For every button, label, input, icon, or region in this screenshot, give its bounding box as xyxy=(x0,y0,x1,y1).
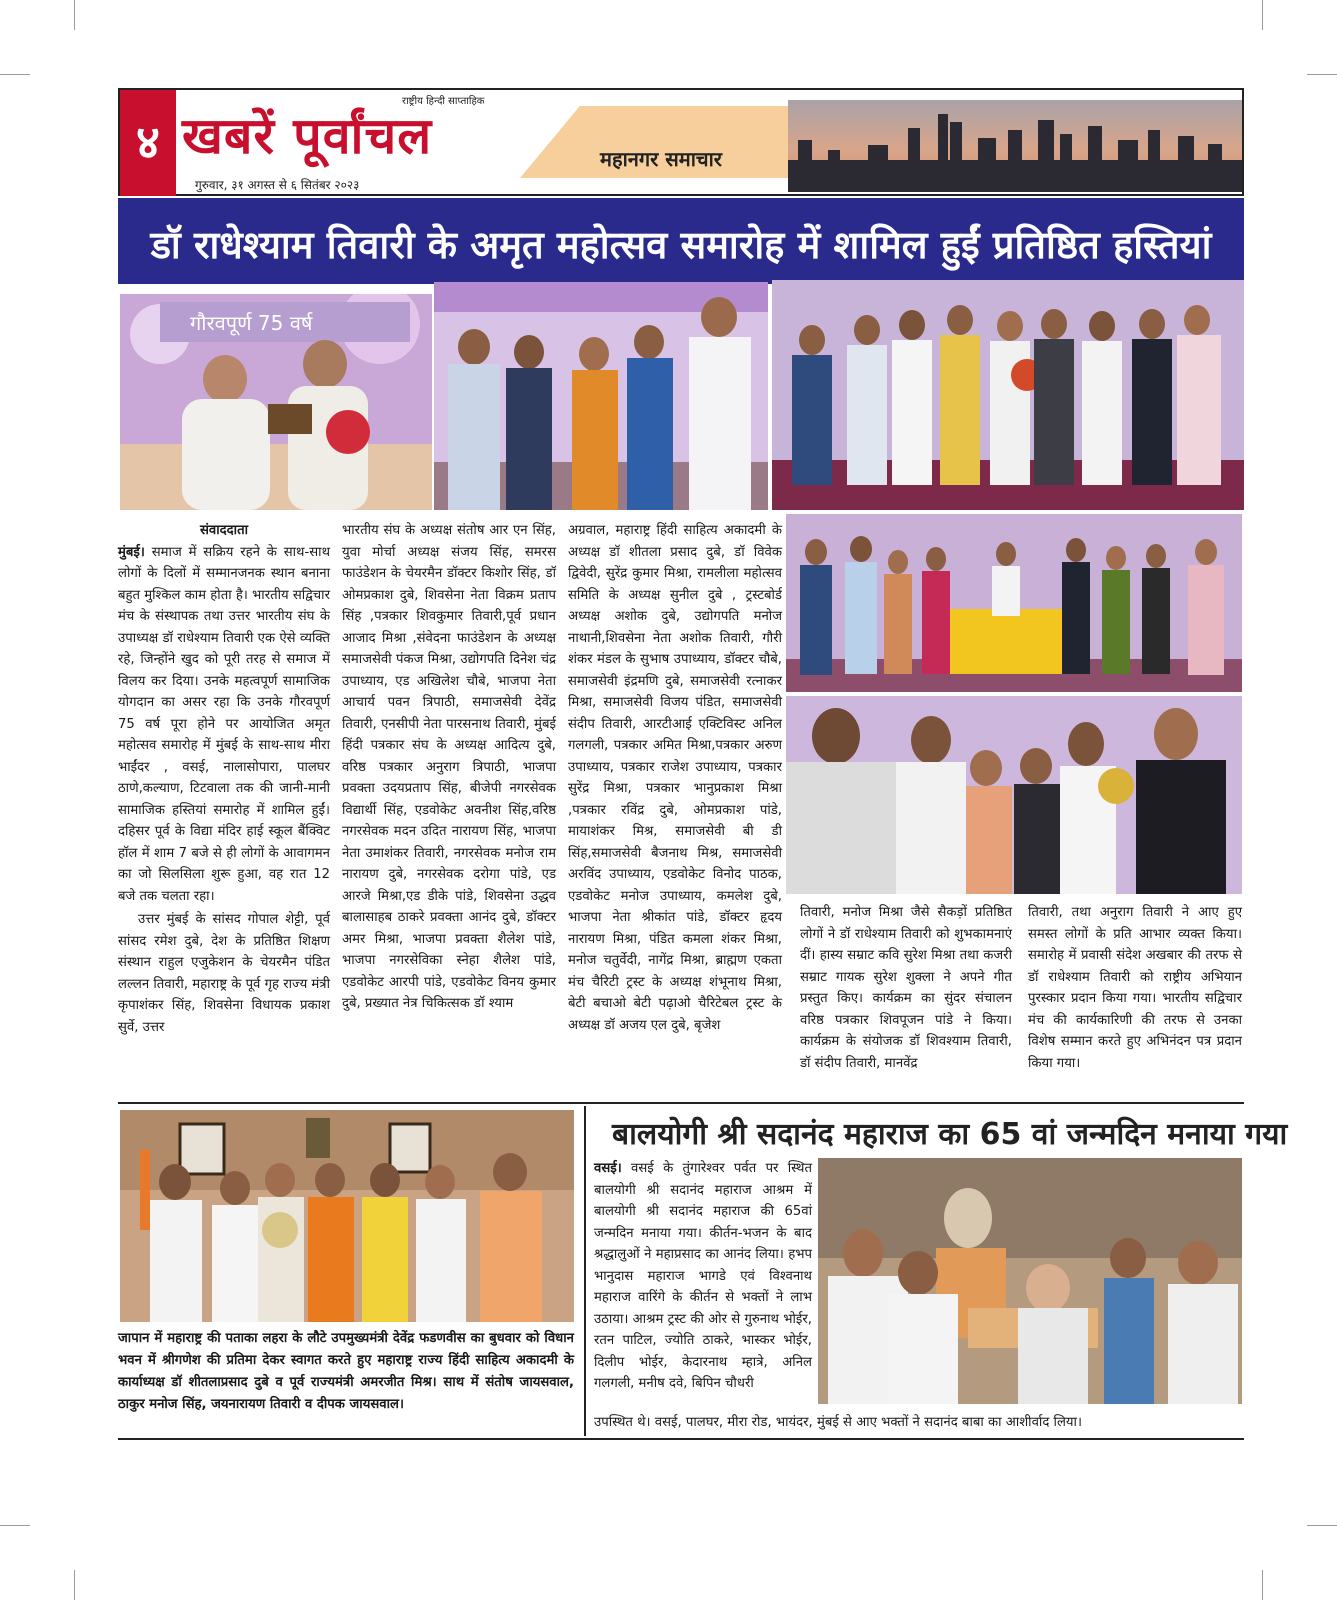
crop-mark xyxy=(74,0,75,30)
main-headline: डॉ राधेश्याम तिवारी के अमृत महोत्सव समारोह में शामिल हुईं प्रतिष्ठित हस्तियां xyxy=(150,222,1212,267)
tagline: राष्ट्रीय हिन्दी साप्ताहिक xyxy=(402,96,485,107)
paragraph: भारतीय संघ के अध्यक्ष संतोष आर एन सिंह, युवा मोर्चा अध्यक्ष संजय सिंह, समरस फाउंडेशन के चेयरमैन डॉक्टर किशोर सिंह, डॉ ओमप्रकाश दुबे, शिवसेना नेता विक्रम प्रताप सिंह ,पत्रकार शिवकुमार तिवारी,पूर्व प्रधान आजाद मिश्रा ,संवेदना फाउंडेशन के अध्यक्ष समाजसेवी पंकज मिश्रा, उद्योगपति दिनेश चंद्र उपाध्याय, एड अखिलेश चौबे, भाजपा नेता आचार्य पवन त्रिपाठी, समाजसेवी देवेंद्र तिवारी, एनसीपी नेता पारसनाथ तिवारी, मुंबई हिंदी पत्रकार संघ के अध्यक्ष आदित्य दुबे, वरिष्ठ पत्रकार अनुराग त्रिपाठी, भाजपा प्रवक्ता उदयप्रताप सिंह, बीजेपी नगरसेवक विद्यार्थी सिंह, एडवोकेट अवनीश सिंह,वरिष्ठ नगरसेवक मदन उदित नारायण सिंह, भाजपा नेता उमाशंकर तिवारी, नगरसेवक मनोज राम नारायण दुबे, नगरसेवक दरोगा पांडे, एड आरजे मिश्रा,एड डीके पांडे, शिवसेना उद्धव बालासाहब ठाकरे प्रवक्ता आनंद दुबे, डॉक्टर अमर मिश्रा, भाजपा प्रवक्ता शैलेश पांडे, भाजपा नगरसेविका स्नेहा शैलेश पांडे, एडवोकेट आरपी पांडे, एडवोकेट विनय कुमार दुबे, प्रख्यात नेत्र चिकित्सक डॉ श्याम xyxy=(342,523,556,1011)
byline: संवाददाता xyxy=(199,523,248,538)
skyline-image xyxy=(788,100,1242,192)
photo-felicitation-closeup xyxy=(786,696,1242,894)
dateline: मुंबई। xyxy=(118,544,145,560)
photo-caption: जापान में महाराष्ट्र की पताका लहरा के लौटे उपमुख्यमंत्री देवेंद्र फडणवीस का बुधवार को विधान भवन में श्रीगणेश की प्रतिमा देकर स्वागत करते हुए महाराष्ट्र राज्य हिंदी साहित्य अकादमी के कार्याध्यक्ष डॉ शीतलाप्रसाद दुबे व पूर्व राज्यमंत्री अमरजीत मिश्र। साथ में संतोष जायसवाल, ठाकुर मनोज सिंह, जयनारायण तिवारी व दीपक जायसवाल। xyxy=(118,1331,574,1412)
paragraph: उत्तर मुंबई के सांसद गोपाल शेट्टी, पूर्व सांसद रमेश दुबे, देश के प्रतिष्ठित शिक्षण संस्थान राहुल एजुकेशन के चेयरमैन पंडित लल्लन तिवारी, महाराष्ट्र के पूर्व गृह राज्य मंत्री कृपाशंकर सिंह, शिवसेना विधायक प्रकाश सुर्वे, उत्तर xyxy=(118,912,330,1035)
story2-body xyxy=(594,1158,812,1410)
photo-ganesh-idol-welcome xyxy=(120,1110,574,1322)
photo-birthday-celebration xyxy=(818,1158,1242,1404)
story2-tail: उपस्थित थे। वसई, पालघर, मीरा रोड, भायंदर, मुंबई से आए भक्तों ने सदानंद बाबा का आशीर्वाद लिया। xyxy=(594,1415,1082,1430)
crop-mark xyxy=(0,1525,30,1526)
paragraph xyxy=(594,1158,812,1395)
paragraph-text: समाज में सक्रिय रहने के साथ-साथ लोगों के दिलों में सम्मानजनक स्थान बनाना बहुत मुश्किल काम होता है। भारतीय सद्विचार मंच के संस्थापक तथा उत्तर भारतीय संघ के उपाध्यक्ष डॉ राधेश्याम तिवारी एक ऐसे व्यक्ति रहे, जिन्होंने खुद को पूरी तरह से समाज में विलय कर दिया। उनके महत्वपूर्ण सामाजिक योगदान का असर रहा कि उनके गौरवपूर्ण 75 वर्ष पूरा होने पर आयोजित अमृत महोत्सव समारोह में मुंबई के साथ-साथ मीरा भाईंदर , वसई, नालासोपारा, पालघर ठाणे,कल्याण, टिटवाला तक की जानी-मानी सामाजिक हस्तियां समारोह में शामिल हुईं। दहिसर पूर्व के विद्या मंदिर हाई स्कूल बैंक्विट हॉल में शाम 7 बजे से ही लोगों के आवागमन का जो सिलसिला शुरू हुआ, वह रात 12 बजे तक चलता रहा। xyxy=(118,544,330,904)
paragraph-text: वसई के तुंगारेश्वर पर्वत पर स्थित बालयोगी श्री सदानंद महाराज आश्रम में बालयोगी श्री सदानंद महाराज की 65वां जन्मदिन मनाया गया। कीर्तन-भजन के बाद श्रद्धालुओं ने महाप्रसाद का आनंद लिया। हभप भानुदास महाराज भागडे एवं विश्वनाथ महाराज वारिंगे के कीर्तन से भक्तों ने लाभ उठाया। आश्रम ट्रस्ट की ओर से गुरुनाथ भोईर, रतन पाटिल, ज्योति ठाकरे, भास्कर भोईर, दिलीप भोईर, केदारनाथ म्हात्रे, अनिल गलगली, मनीष दवे, बिपिन चौधरी xyxy=(594,1161,812,1391)
paragraph xyxy=(118,542,330,908)
paragraph: अग्रवाल, महाराष्ट्र हिंदी साहित्य अकादमी के अध्यक्ष डॉ शीतला प्रसाद दुबे, डॉ विवेक द्विवेदी, सुरेंद्र कुमार मिश्रा, रामलीला महोत्सव समिति के अध्यक्ष सुनील दुबे , ट्रस्टबोर्ड अध्यक्ष अशोक दुबे, उद्योगपति मनोज नाथानी,शिवसेना नेता अशोक तिवारी, गौरी शंकर मंडल के सुभाष उपाध्याय, डॉक्टर चौबे, समाजसेवी इंद्रमणि दुबे, समाजसेवी रत्नाकर मिश्रा, समाजसेवी विजय पंडित, समाजसेवी संदीप तिवारी, आरटीआई एक्टिविस्ट अनिल गलगली, पत्रकार अमित मिश्रा,पत्रकार अरुण उपाध्याय, पत्रकार राजेश उपाध्याय, पत्रकार सुरेंद्र मिश्रा, पत्रकार भानुप्रकाश मिश्रा ,पत्रकार रविंद्र दुबे, ओमप्रकाश पांडे, मायाशंकर मिश्र, समाजसेवी बी डी सिंह,समाजसेवी बैजनाथ मिश्र, समाजसेवी अरविंद उपाध्याय, एडवोकेट विनोद पाठक, एडवोकेट मनोज उपाध्याय, कमलेश दुबे, भाजपा नेता श्रीकांत पांडे, डॉक्टर हृदय नारायण मिश्रा, पंडित कमला शंकर मिश्रा, मनोज चतुर्वेदी, नागेंद्र मिश्रा, ब्राह्मण एकता मंच चैरिटी ट्रस्ट के अध्यक्ष शंभूनाथ मिश्रा, बेटी बचाओ बेटी पढ़ाओ चैरिटेबल ट्रस्ट के अध्यक्ष डॉ अजय एल दुबे, बृजेश xyxy=(568,523,782,1033)
section-divider xyxy=(118,1102,1244,1104)
photo-award-presentation xyxy=(120,294,432,510)
story2-headline: बालयोगी श्री सदानंद महाराज का 65 वां जन्मदिन मनाया गया xyxy=(612,1117,1288,1152)
story2-dateline: वसई। xyxy=(594,1161,622,1176)
page-number: ४ xyxy=(136,115,160,169)
photo-banner-text: गौरवपूर्ण 75 वर्ष xyxy=(190,311,313,335)
story-column-4 xyxy=(800,902,1012,1098)
photo-cake-cutting xyxy=(786,514,1242,692)
crop-mark xyxy=(1307,1525,1337,1526)
section-label: महानगर समाचार xyxy=(600,147,722,171)
column-divider xyxy=(584,1106,586,1436)
issue-date: गुरुवार, ३१ अगस्त से ६ सितंबर २०२३ xyxy=(195,178,360,192)
crop-mark xyxy=(1262,1570,1263,1600)
crop-mark xyxy=(74,1570,75,1600)
story-column-1 xyxy=(118,520,330,1100)
photo-group-with-honoree xyxy=(434,282,768,510)
crop-mark xyxy=(1307,74,1337,75)
crop-mark xyxy=(0,74,30,75)
photo-bouquet-group xyxy=(772,280,1244,510)
story-column-5 xyxy=(1028,902,1242,1098)
bottom-rule xyxy=(118,1438,1244,1440)
paragraph: तिवारी, मनोज मिश्रा जैसे सैकड़ों प्रतिष्ठित लोगों ने डॉ राधेश्याम तिवारी को शुभकामनाएं दीं। हास्य सम्राट कवि सुरेश मिश्रा तथा कजरी सम्राट गायक सुरेश शुक्ला ने अपने गीत प्रस्तुत किए। कार्यक्रम का सुंदर संचालन वरिष्ठ पत्रकार शिवपूजन पांडे ने किया। कार्यक्रम के संयोजक डॉ शिवश्याम तिवारी, डॉ संदीप तिवारी, मानवेंद्र xyxy=(800,905,1012,1071)
story-column-3 xyxy=(568,520,782,1100)
newspaper-logo: खबरें पूर्वांचल xyxy=(182,106,433,165)
crop-mark xyxy=(1262,0,1263,30)
paragraph: तिवारी, तथा अनुराग तिवारी ने आए हुए समस्त लोगों के प्रति आभार व्यक्त किया।समारोह में प्रवासी संदेश अखबार की तरफ से डॉ राधेश्याम तिवारी को राष्ट्रीय अभियान पुरस्कार प्रदान किया गया। भारतीय सद्विचार मंच की कार्यकारिणी की तरफ से उनका विशेष सम्मान करते हुए अभिनंदन पत्र प्रदान किया गया। xyxy=(1028,905,1242,1071)
story-column-2 xyxy=(342,520,556,1100)
